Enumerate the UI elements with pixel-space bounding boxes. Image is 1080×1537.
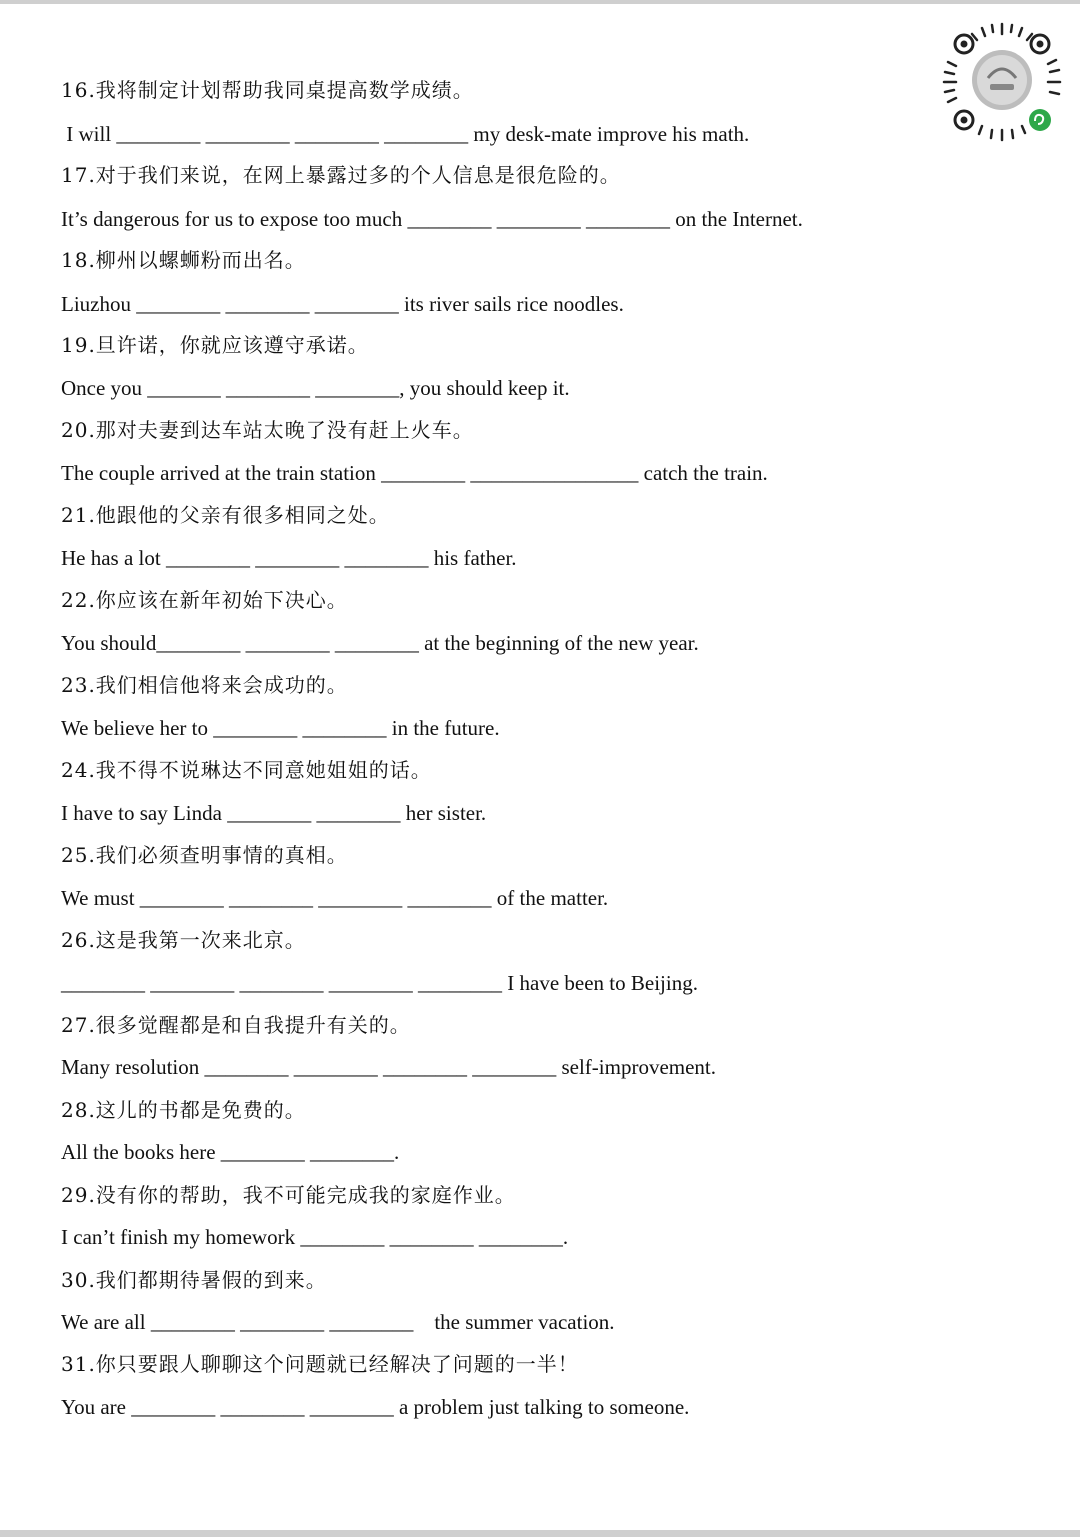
question-25-chinese: 25.我们必须查明事情的真相。	[61, 843, 348, 867]
question-20-chinese: 20.那对夫妻到达车站太晚了没有赶上火车。	[61, 418, 474, 442]
question-29-chinese: 29.没有你的帮助，我不可能完成我的家庭作业。	[61, 1183, 516, 1207]
question-23-chinese: 23.我们相信他将来会成功的。	[61, 673, 348, 697]
question-21-english: He has a lot ________ ________ ________ his father.	[61, 546, 517, 570]
question-30-english: We are all ________ ________ ________ the summer vacation.	[61, 1310, 615, 1334]
question-29-english: I can’t finish my homework ________ ________ ________.	[61, 1225, 569, 1249]
question-31-chinese: 31.你只要跟人聊聊这个问题就已经解决了问题的一半！	[61, 1352, 579, 1376]
question-26-chinese: 26.这是我第一次来北京。	[61, 928, 306, 952]
question-26-english: ________ ________ ________ ________ ________ I have been to Beijing.	[61, 971, 698, 995]
question-17-english: It’s dangerous for us to expose too much ________ ________ ________ on the Internet.	[61, 207, 803, 231]
mini-program-qr-code	[940, 20, 1064, 144]
question-19-english: Once you _______ ________ ________, you should keep it.	[61, 376, 570, 400]
question-16-english: I will ________ ________ ________ ________ my desk-mate improve his math.	[61, 122, 750, 146]
top-border	[0, 0, 1080, 4]
question-22-chinese: 22.你应该在新年初始下决心。	[61, 588, 348, 612]
question-19-chinese: 19.旦许诺，你就应该遵守承诺。	[61, 333, 369, 357]
question-24-english: I have to say Linda ________ ________ her sister.	[61, 801, 487, 825]
question-18-english: Liuzhou ________ ________ ________ its river sails rice noodles.	[61, 292, 624, 316]
question-17-chinese: 17.对于我们来说，在网上暴露过多的个人信息是很危险的。	[61, 163, 621, 187]
question-28-english: All the books here ________ ________.	[61, 1140, 400, 1164]
question-31-english: You are ________ ________ ________ a problem just talking to someone.	[61, 1395, 690, 1419]
question-28-chinese: 28.这儿的书都是免费的。	[61, 1098, 306, 1122]
question-16-chinese: 16.我将制定计划帮助我同桌提高数学成绩。	[61, 78, 474, 102]
question-21-chinese: 21.他跟他的父亲有很多相同之处。	[61, 503, 390, 527]
question-23-english: We believe her to ________ ________ in the future.	[61, 716, 500, 740]
question-25-english: We must ________ ________ ________ ________ of the matter.	[61, 886, 609, 910]
question-18-chinese: 18.柳州以螺蛳粉而出名。	[61, 248, 306, 272]
question-27-english: Many resolution ________ ________ ________ ________ self-improvement.	[61, 1055, 717, 1079]
question-27-chinese: 27.很多觉醒都是和自我提升有关的。	[61, 1013, 411, 1037]
bottom-border	[0, 1530, 1080, 1537]
question-30-chinese: 30.我们都期待暑假的到来。	[61, 1268, 327, 1292]
question-24-chinese: 24.我不得不说琳达不同意她姐姐的话。	[61, 758, 432, 782]
question-20-english: The couple arrived at the train station ________ ________________ catch the train.	[61, 461, 768, 485]
question-22-english: You should________ ________ ________ at the beginning of the new year.	[61, 631, 699, 655]
